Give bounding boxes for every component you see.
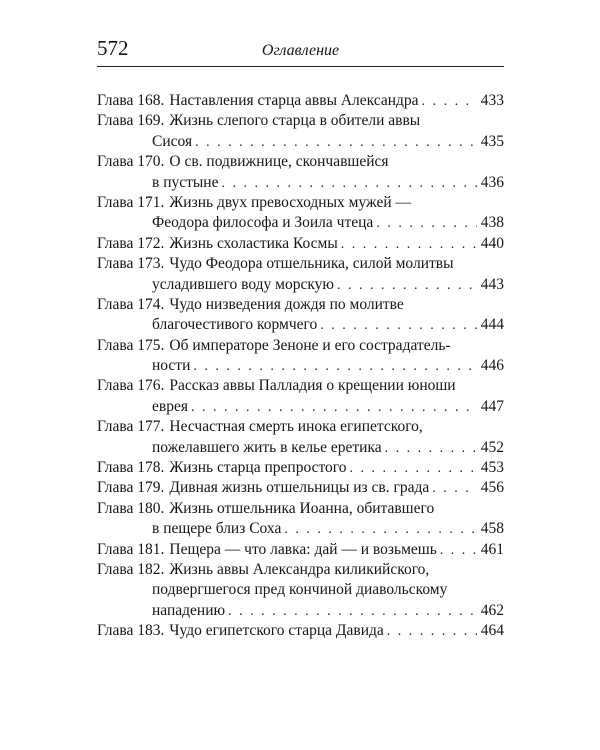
dot-leader: [440, 541, 477, 561]
dot-leader: [341, 235, 477, 255]
toc-entry: [97, 234, 504, 254]
chapter-label: Глава 181.: [97, 540, 165, 558]
toc-line: [97, 173, 504, 193]
page-reference: 452: [480, 438, 504, 456]
toc-entry: [97, 560, 504, 621]
chapter-title: в пещере близ Соха: [152, 520, 282, 538]
chapter-label: Глава 168.: [97, 92, 165, 109]
chapter-title: Жизнь старца препростого: [169, 459, 347, 477]
chapter-title: Жизнь слепого старца в обители аввы: [169, 112, 421, 130]
chapter-title: Наставления старца аввы Александра: [169, 92, 419, 109]
chapter-label: Глава 179.: [97, 479, 165, 497]
chapter-title: Жизнь схоластика Космы: [169, 234, 338, 252]
chapter-label: Глава 172.: [97, 234, 165, 252]
page-reference: 444: [480, 316, 504, 334]
chapter-title: усладившего воду морскую: [152, 275, 335, 293]
page-reference: 438: [480, 214, 504, 232]
page-reference: 447: [480, 397, 504, 415]
chapter-title: пожелавшего жить в келье еретика: [152, 438, 382, 456]
toc-entry: [97, 295, 504, 336]
toc-line: [97, 111, 504, 131]
chapter-title: подвергшегося пред кончиной диавольскому: [152, 581, 448, 599]
chapter-title: Чудо Феодора отшельника, силой молитвы: [169, 255, 454, 273]
chapter-title: Феодора философа и Зоила чтеца: [152, 214, 374, 232]
chapter-title: в пустыне: [152, 173, 219, 191]
chapter-label: Глава 182.: [97, 560, 165, 578]
chapter-label: Глава 173.: [97, 255, 165, 273]
toc-line: [97, 621, 504, 641]
chapter-title: Несчастная смерть инока египетского,: [169, 418, 423, 436]
page-header: [97, 36, 504, 67]
toc-line: [97, 580, 504, 600]
chapter-title: Жизнь аввы Александра киликийского,: [169, 560, 430, 578]
chapter-title: Об императоре Зеноне и его сострадатель-: [169, 336, 451, 354]
chapter-title: Пещера — что лавка: дай — и возьмешь: [169, 540, 437, 558]
toc-line: [97, 234, 504, 254]
dot-leader: [195, 133, 477, 153]
dot-leader: [337, 276, 477, 296]
page-reference: 458: [480, 520, 504, 538]
page-reference: 464: [480, 622, 504, 640]
toc-entry: [97, 621, 504, 641]
page-reference: 436: [480, 173, 504, 191]
dot-leader: [432, 479, 477, 499]
chapter-label: Глава 171.: [97, 193, 165, 211]
toc-line: [97, 499, 504, 519]
toc-line: [97, 254, 504, 274]
dot-leader: [385, 439, 477, 459]
chapter-label: Глава 175.: [97, 336, 165, 354]
toc-line: [97, 438, 504, 458]
dot-leader: [376, 214, 476, 234]
page-reference: 453: [480, 459, 504, 477]
chapter-title: Жизнь отшельника Иоанна, обитавшего: [169, 499, 435, 517]
toc-line: [97, 152, 504, 172]
toc-line: [97, 356, 504, 376]
chapter-title: Рассказ аввы Палладия о крещении юноши: [169, 377, 456, 395]
toc-line: [97, 91, 504, 111]
chapter-label: Глава 176.: [97, 377, 165, 395]
toc-entry: [97, 458, 504, 478]
dot-leader: [320, 316, 477, 336]
toc-line: [97, 458, 504, 478]
toc-entry: [97, 91, 504, 111]
dot-leader: [193, 357, 476, 377]
toc-line: [97, 132, 504, 152]
toc-line: [97, 601, 504, 621]
chapter-label: Глава 178.: [97, 459, 165, 477]
page-reference: 456: [480, 479, 504, 497]
dot-leader: [284, 520, 476, 540]
page-reference: 446: [480, 357, 504, 375]
running-title: Оглавление: [261, 42, 340, 59]
page-number: 572: [97, 36, 129, 60]
chapter-label: Глава 170.: [97, 153, 165, 171]
chapter-label: Глава 169.: [97, 112, 165, 130]
toc-line: [97, 295, 504, 315]
page-reference: 462: [480, 601, 504, 619]
toc-line: [97, 336, 504, 356]
dot-leader: [191, 398, 477, 418]
toc-entry: [97, 499, 504, 540]
chapter-title: Сисоя: [152, 132, 193, 150]
page-reference: 433: [480, 92, 504, 109]
chapter-title: Дивная жизнь отшельницы из св. града: [169, 479, 430, 497]
toc-entry: [97, 152, 504, 193]
toc-entry: [97, 254, 504, 295]
toc-line: [97, 417, 504, 437]
toc-line: [97, 540, 504, 560]
toc-line: [97, 397, 504, 417]
toc-line: [97, 478, 504, 498]
chapter-title: Чудо низведения дождя по молитве: [169, 295, 404, 313]
toc-entry: [97, 540, 504, 560]
toc-line: [97, 376, 504, 396]
dot-leader: [228, 602, 477, 622]
toc-line: [97, 193, 504, 213]
chapter-title: Жизнь двух превосходных мужей —: [169, 193, 412, 211]
dot-leader: [387, 622, 477, 642]
page-reference: 443: [480, 275, 504, 293]
toc-entry: [97, 193, 504, 234]
chapter-title: нападению: [152, 601, 226, 619]
toc-entry: [97, 376, 504, 417]
toc-entry: [97, 417, 504, 458]
toc-line: [97, 315, 504, 335]
chapter-label: Глава 183.: [97, 622, 165, 640]
toc-entry: [97, 478, 504, 498]
toc-line: [97, 213, 504, 233]
chapter-title: благочестивого кормчего: [152, 316, 318, 334]
toc-line: [97, 519, 504, 539]
dot-leader: [350, 459, 477, 479]
toc-entry: [97, 111, 504, 152]
chapter-label: Глава 174.: [97, 295, 165, 313]
chapter-title: О св. подвижнице, скончавшейся: [169, 153, 389, 171]
toc-line: [97, 560, 504, 580]
chapter-label: Глава 177.: [97, 418, 165, 436]
chapter-label: Глава 180.: [97, 499, 165, 517]
chapter-title: ности: [152, 357, 191, 375]
chapter-title: еврея: [152, 397, 188, 415]
dot-leader: [221, 174, 476, 194]
toc-line: [97, 275, 504, 295]
dot-leader: [422, 92, 477, 112]
table-of-contents: [97, 91, 504, 642]
page-reference: 461: [480, 540, 504, 558]
toc-entry: [97, 336, 504, 377]
page-reference: 440: [480, 234, 504, 252]
chapter-title: Чудо египетского старца Давида: [169, 622, 384, 640]
page-reference: 435: [480, 132, 504, 150]
